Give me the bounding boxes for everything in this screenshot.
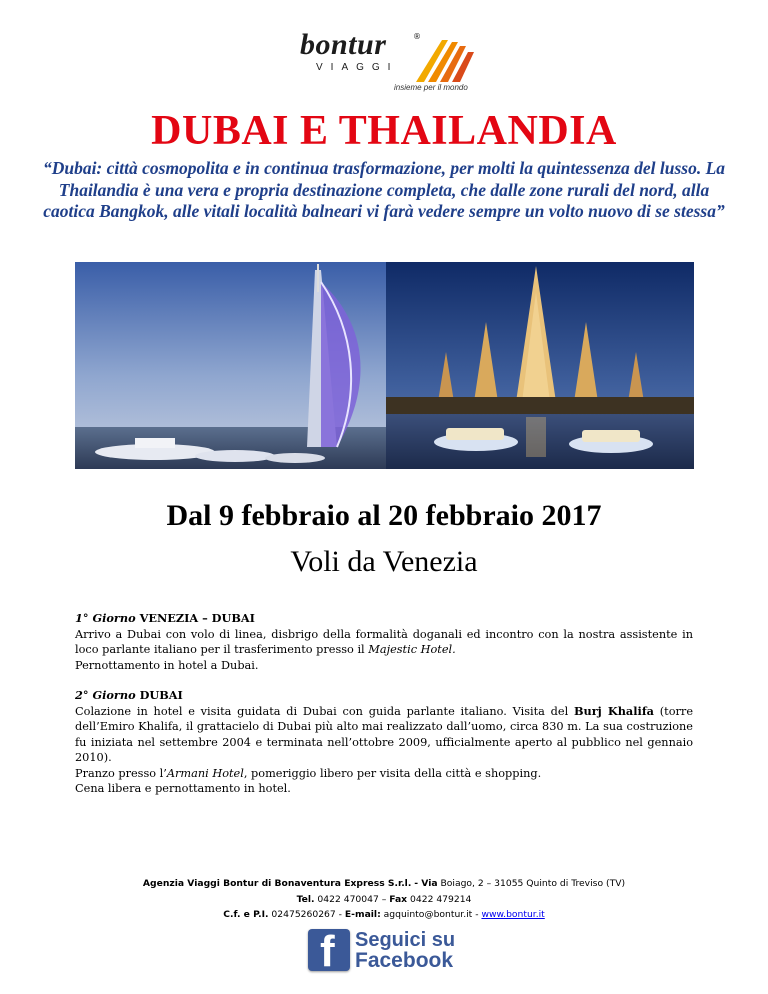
- facebook-name: Facebook: [355, 949, 454, 972]
- day-1-label: 1° Giorno: [75, 611, 136, 625]
- day-2-place: DUBAI: [139, 688, 183, 702]
- itinerary: [75, 611, 693, 797]
- day-2-lunch: Pranzo presso l’: [75, 766, 167, 780]
- bangkok-photo: [386, 262, 694, 469]
- day-1-overnight: Pernottamento in hotel a Dubai.: [75, 658, 259, 672]
- logo-wordmark: bontur: [300, 28, 387, 61]
- page-title: DUBAI E THAILANDIA: [151, 108, 617, 154]
- day-1-text: Arrivo a Dubai con volo di linea, disbrigo della formalità doganali ed incontro con la nostra assistente in loco parlante italiano per il trasferimento presso il: [75, 627, 693, 656]
- intro-quote: “Dubai: città cosmopolita e in continua trasformazione, per molti la quintessenza del lusso. La Thailandia è una vera e propria destinazione completa, che dalle zone rurali del nord, alla caotica Bangkok, alle vitali località balneari vi farà vedere sempre un volto nuovo di se stessa”: [42, 158, 726, 221]
- departure-info: Voli da Venezia: [290, 545, 478, 578]
- day-2-text: Colazione in hotel e visita guidata di Dubai con guida parlante italiano. Visita del: [75, 704, 574, 718]
- facebook-follow-text: Seguici su: [355, 929, 456, 951]
- facebook-icon-letter: f: [320, 927, 335, 976]
- tel-label: Tel.: [296, 893, 315, 905]
- cf-number: 02475260267 -: [268, 909, 345, 920]
- photo-banner: [75, 262, 694, 469]
- dubai-photo: [75, 262, 386, 469]
- day-2-label: 2° Giorno: [75, 688, 136, 702]
- email-label: E-mail:: [344, 909, 381, 920]
- day-2-afternoon: , pomeriggio libero per visita della città e shopping.: [243, 766, 542, 780]
- footer-line-3: [0, 907, 768, 923]
- day-1-hotel: Majestic Hotel.: [368, 643, 456, 656]
- footer-line-1: [0, 876, 768, 892]
- logo-registered-mark: ®: [413, 32, 421, 41]
- day-2-highlight: Burj Khalifa: [573, 703, 654, 718]
- via-label: - Via: [414, 878, 438, 889]
- logo-tagline: insieme per il mondo: [394, 83, 468, 92]
- day-2: [75, 688, 693, 797]
- facebook-icon: [308, 927, 350, 976]
- day-2-hotel: Armani Hotel: [166, 766, 244, 780]
- logo-subtitle: VIAGGI: [316, 62, 399, 73]
- fax-number: 0422 479214: [407, 893, 472, 905]
- logo-stripes-icon: [398, 34, 478, 84]
- footer-contacts: [0, 876, 768, 923]
- tel-number: 0422 470047 –: [314, 893, 390, 905]
- footer-line-2: [0, 892, 768, 908]
- website-link[interactable]: www.bontur.it: [481, 909, 545, 920]
- fax-label: Fax: [389, 893, 408, 905]
- cf-label: C.f. e P.I.: [223, 909, 269, 920]
- day-2-text-cont: (torre dell’Emiro Khalifa, il grattacielo di Dubai più alto mai realizzato dall’uomo, circa 830 m. La sua costruzione fu iniziata nel settembre 2004 e terminata nell’ottobre 2009, ufficialmente aperto al pubblico nel gennaio 2010).: [75, 704, 694, 764]
- day-1: [75, 611, 693, 673]
- company-name: Agenzia Viaggi Bontur di Bonaventura Express S.r.l.: [142, 878, 412, 889]
- address: Boiago, 2 – 31055 Quinto di Treviso (TV): [437, 878, 626, 889]
- day-2-dinner: Cena libera e pernottamento in hotel.: [75, 782, 291, 795]
- email-address[interactable]: agquinto@bontur.it -: [380, 909, 482, 920]
- trip-dates: Dal 9 febbraio al 20 febbraio 2017: [166, 499, 602, 532]
- bontur-logo: [300, 28, 470, 98]
- facebook-follow[interactable]: [308, 929, 462, 975]
- day-1-place: VENEZIA – DUBAI: [139, 611, 255, 625]
